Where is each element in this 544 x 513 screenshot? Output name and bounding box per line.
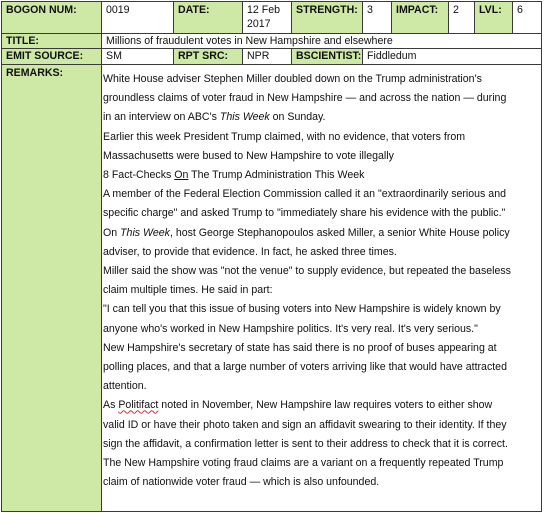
remarks-line: claim of nationwide voter fraud — which is also unfounded. (103, 476, 380, 489)
remarks-line: claim multiple times. He said in part: (103, 284, 273, 297)
title-value: Millions of fraudulent votes in New Hampshire and elsewhere (106, 35, 393, 47)
bscientist-value: Fiddledum (367, 50, 417, 62)
text-run: noted in November, New Hampshire law requires voters to either show (158, 399, 493, 412)
remarks-line (103, 108, 539, 127)
emit-source-label: EMIT SOURCE: (2, 49, 102, 64)
remarks-line: valid ID or have their photo taken and sign an affidavit swearing to their identity. If they (103, 418, 507, 431)
remarks-label-cell (2, 65, 102, 511)
text-run: The Trump Administration This Week (188, 169, 365, 182)
show-title-italic: This Week (219, 111, 270, 124)
lvl-value: 6 (517, 4, 523, 16)
politifact-misspelled: Politifact (118, 399, 159, 412)
text-run: 8 Fact-Checks (103, 169, 175, 182)
header-row (2, 2, 541, 34)
text-run: , host George Stephanopoulos asked Miller, a senior White House policy (169, 226, 510, 239)
bscientist-label: BSCIENTIST: (292, 49, 363, 64)
date-line-1: 12 Feb (247, 4, 280, 16)
emit-source-value: SM (102, 49, 174, 64)
title-row (2, 34, 541, 49)
remarks-body (103, 65, 539, 492)
remarks-line: groundless claims of voter fraud in New Hampshire — and across the nation — during (103, 92, 507, 105)
impact-label: IMPACT: (392, 2, 449, 33)
remarks-line: "I can tell you that this issue of busing voters into New Hampshire is widely known by (103, 303, 501, 316)
strength-label: STRENGTH: (292, 2, 363, 33)
remarks-line: specific charge" and asked Trump to "immediately share his evidence with the public." (103, 207, 506, 220)
lvl-label: LVL: (475, 2, 513, 33)
title-label: TITLE: (2, 34, 102, 48)
impact-value: 2 (449, 2, 475, 33)
rpt-src-value: NPR (243, 49, 292, 64)
rpt-src-label: RPT SRC: (174, 49, 243, 64)
remarks-line (103, 396, 539, 415)
source-row (2, 49, 541, 65)
date-line-2: 2017 (247, 18, 271, 30)
remarks-line: sign the affidavit, a confirmation letter is sent to their address to check that it is correct. (103, 437, 508, 450)
remarks-line: anyone who's worked in New Hampshire politics. It's very real. It's very serious." (103, 322, 478, 335)
text-run: As (103, 399, 119, 412)
remarks-line: adviser, to provide that evidence. In fact, he asked three times. (103, 245, 397, 258)
remarks-line: A member of the Federal Election Commission called it an "extraordinarily serious and (103, 188, 506, 201)
text-run: on Sunday. (269, 111, 326, 124)
remarks-line: New Hampshire's secretary of state has said there is no proof of buses appearing at (103, 341, 497, 354)
text-run: in an interview on ABC's (103, 111, 220, 124)
remarks-line: polling places, and that a large number of voters arriving like that would have attracted (103, 361, 507, 374)
date-label: DATE: (174, 2, 243, 33)
remarks-line: Massachusetts were bused to New Hampshire to vote illegally (103, 149, 394, 162)
remarks-line: Earlier this week President Trump claimed, with no evidence, that voters from (103, 130, 466, 143)
bogon-num-value: 0019 (102, 2, 174, 33)
remarks-label: REMARKS: (6, 67, 64, 79)
bogon-num-label: BOGON NUM: (2, 2, 102, 33)
strength-value: 3 (363, 2, 392, 33)
remarks-line: The New Hampshire voting fraud claims are a variant on a frequently repeated Trump (103, 457, 504, 470)
bogon-record-table (1, 1, 542, 512)
remarks-line (103, 224, 539, 243)
show-title-italic: This Week (120, 226, 170, 239)
fact-checks-link[interactable]: On (174, 169, 189, 182)
remarks-line: Miller said the show was "not the venue" to supply evidence, but repeated the baseless (103, 265, 511, 278)
remarks-line (103, 166, 539, 185)
date-value (243, 2, 292, 33)
remarks-line: attention. (103, 380, 147, 393)
remarks-line: White House adviser Stephen Miller doubled down on the Trump administration's (103, 73, 482, 85)
text-run: On (103, 226, 121, 239)
